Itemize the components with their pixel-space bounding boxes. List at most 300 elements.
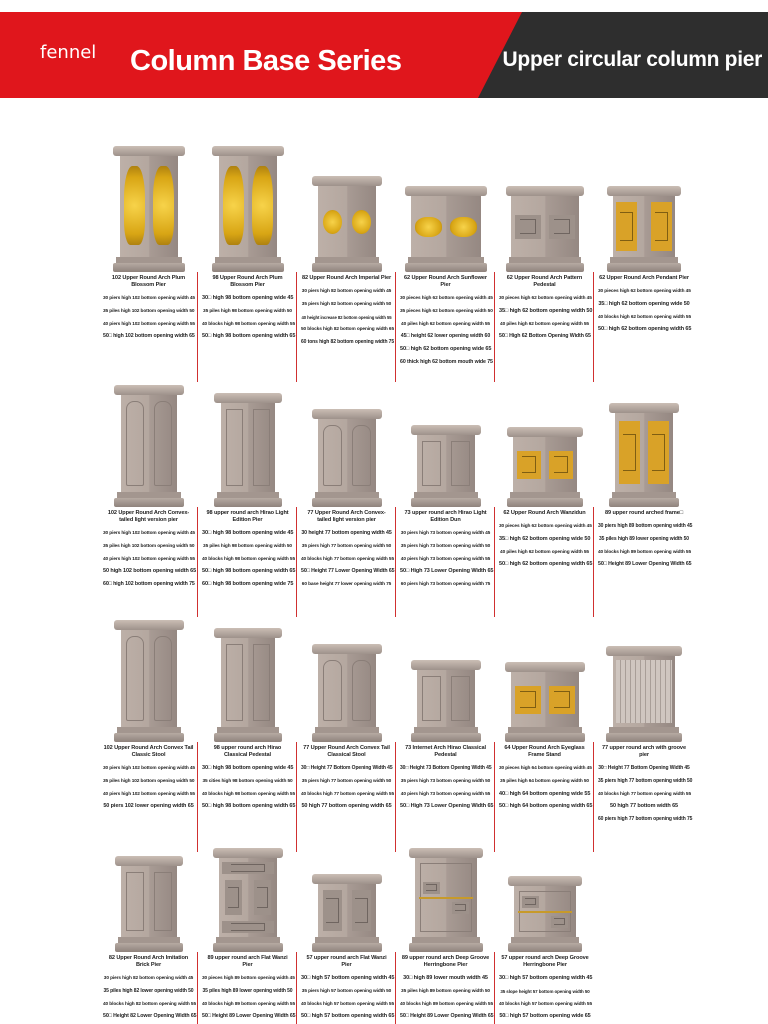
spec-line: 40 blocks high 57 bottom opening width 55 xyxy=(301,1001,395,1007)
pier-base xyxy=(607,263,681,272)
fret-pattern-ornament xyxy=(254,880,271,915)
product-card[interactable] xyxy=(496,610,594,852)
spec-line: 50□ high 98 bottom opening width 65 xyxy=(202,568,296,575)
gold-fret-ornament xyxy=(515,686,541,714)
recessed-panel xyxy=(352,660,371,721)
spec-line: 35 piers high 57 bottom opening width 50 xyxy=(301,988,392,994)
page-subtitle: Upper circular column pier xyxy=(502,48,762,71)
product-image[interactable] xyxy=(100,610,198,742)
gold-flower-ornament xyxy=(223,166,244,245)
pier-cap xyxy=(214,393,282,403)
spec-line: 50□ high 98 bottom opening width 65 xyxy=(202,803,296,810)
pier-base xyxy=(114,733,184,742)
pier-illustration xyxy=(606,646,682,742)
product-caption xyxy=(595,507,693,617)
product-card[interactable] xyxy=(100,820,198,1024)
spec-line: 30 height 77 bottom opening width 45 xyxy=(301,530,392,536)
spec-line: 30□ high 89 lower mouth width 45 xyxy=(403,975,488,981)
spec-line: 60 thick high 62 bottom mouth wide 75 xyxy=(400,358,493,365)
product-card[interactable] xyxy=(100,140,198,382)
pier-illustration xyxy=(114,385,184,507)
pier-cap xyxy=(114,385,184,395)
spec-line: 30□ high 57 bottom opening width 45 xyxy=(499,975,593,981)
spec-line: 30 pieces high 62 bottom opening width 45 xyxy=(499,524,592,529)
fret-pattern-ornament xyxy=(352,890,371,931)
pier-illustration xyxy=(312,644,382,742)
product-name: 64 Upper Round Arch Eyeglass Frame Stand xyxy=(504,745,585,758)
pier-body xyxy=(121,866,177,937)
pier-base xyxy=(507,498,583,507)
fret-pattern-ornament xyxy=(423,882,440,894)
gold-frame-ornament xyxy=(648,421,669,484)
fret-pattern-ornament xyxy=(323,890,342,931)
product-image[interactable] xyxy=(595,375,693,507)
product-row xyxy=(100,140,696,382)
pier-cap xyxy=(606,646,682,656)
product-name: 62 Upper Round Arch Sunflower Pier xyxy=(404,275,487,288)
spec-line: 35 piles high 102 bottom opening width 50 xyxy=(103,778,195,784)
product-image[interactable] xyxy=(397,820,495,952)
pier-body xyxy=(221,403,275,492)
product-name: 98 upper round arch Hirao Light Edition Pier xyxy=(206,510,289,523)
recessed-panel xyxy=(226,644,243,721)
spec-line: 35□ high 62 bottom opening wide 50 xyxy=(499,535,591,542)
spec-line: 40 blocks high 89 bottom opening width 55 xyxy=(400,1001,494,1007)
product-row xyxy=(100,610,696,852)
pier-base xyxy=(409,943,483,952)
spec-line: 40 piles high 62 bottom opening width 55 xyxy=(500,549,589,555)
pier-cap xyxy=(312,874,382,884)
pier-cap xyxy=(213,848,283,858)
recessed-panel xyxy=(154,636,172,721)
spec-line: 50 high 77 bottom opening width 65 xyxy=(301,803,392,810)
spec-line: 30□ high 98 bottom opening wide 45 xyxy=(202,765,294,771)
spec-line: 35 piles high 89 lower opening width 50 xyxy=(598,535,689,542)
pier-base xyxy=(214,733,282,742)
product-image[interactable] xyxy=(298,820,396,952)
gold-groove-band xyxy=(419,897,473,899)
spec-line: 50 piers 102 lower opening width 65 xyxy=(103,803,194,810)
product-card[interactable] xyxy=(199,820,297,1024)
pier-base xyxy=(508,943,582,952)
pier-illustration xyxy=(607,186,681,272)
spec-line: 40 blocks high 77 bottom opening width 55 xyxy=(598,791,692,797)
product-row xyxy=(100,820,696,1024)
pier-cap xyxy=(508,876,582,886)
recessed-panel xyxy=(352,425,371,486)
pier-cap xyxy=(114,620,184,630)
pier-cap xyxy=(312,176,382,186)
spec-line: 40 piers high 102 bottom opening width 55 xyxy=(103,556,195,562)
pier-illustration xyxy=(214,628,282,742)
product-card[interactable] xyxy=(397,820,495,1024)
spec-line: 40 blocks high 98 bottom opening width 55 xyxy=(202,791,296,797)
spec-line: 50□ high 62 bottom opening wide 65 xyxy=(400,346,492,353)
spec-line: 40 piers high 102 bottom opening width 55 xyxy=(103,321,195,327)
product-image[interactable] xyxy=(199,140,297,272)
spec-line: 50□ high 62 bottom opening width 65 xyxy=(499,561,593,568)
pier-body xyxy=(411,196,481,257)
product-card[interactable] xyxy=(595,140,693,382)
product-image[interactable] xyxy=(496,820,594,952)
pier-body xyxy=(513,437,577,492)
spec-line: 40 blocks high 98 bottom opening width 55 xyxy=(202,556,296,562)
product-name: 98 Upper Round Arch Plum Blossom Pier xyxy=(212,275,283,288)
product-card[interactable] xyxy=(100,610,198,852)
product-image[interactable] xyxy=(199,375,297,507)
gold-flower-ornament xyxy=(153,166,174,245)
pier-base xyxy=(506,263,584,272)
spec-line: 50□ High 73 Lower Opening Width 65 xyxy=(400,803,494,810)
pier-illustration xyxy=(409,848,483,952)
pier-illustration xyxy=(507,427,583,507)
product-caption xyxy=(298,507,396,617)
spec-line: 35 slope height 57 bottom opening width 50 xyxy=(500,988,590,994)
spec-line: 35 piles high 98 bottom opening width 50 xyxy=(203,543,292,549)
spec-line: 40 blocks high 77 bottom opening width 55 xyxy=(301,791,395,797)
product-caption xyxy=(100,507,198,617)
product-image[interactable] xyxy=(496,375,594,507)
spec-line: 35□ high 62 bottom opening width 50 xyxy=(499,307,593,314)
product-card[interactable] xyxy=(397,610,495,852)
product-name: 82 Upper Round Arch Imitation Brick Pier xyxy=(108,955,189,968)
spec-line: 30 pieces high 64 bottom opening width 45 xyxy=(499,766,592,771)
pier-body xyxy=(219,858,277,937)
product-name: 102 Upper Round Arch Plum Blossom Pier xyxy=(111,275,186,288)
pier-body xyxy=(219,156,277,257)
pier-illustration xyxy=(212,146,284,272)
spec-line: 30□ Height 77 Bottom Opening Width 45 xyxy=(301,765,393,771)
product-caption xyxy=(397,952,495,1024)
spec-line: 50□ High 62 Bottom Opening Width 65 xyxy=(499,333,591,340)
recessed-panel xyxy=(422,441,441,486)
recessed-panel xyxy=(323,425,342,486)
gold-fret-ornament xyxy=(549,686,575,714)
pier-body xyxy=(417,435,475,492)
product-name: 77 Upper Round Arch Convex-tailed light version pier xyxy=(307,510,386,523)
pier-base xyxy=(609,498,679,507)
pier-cap xyxy=(405,186,487,196)
recessed-panel xyxy=(451,676,470,721)
product-caption xyxy=(397,272,495,382)
spec-line: 40 height increase 82 bottom opening width 55 xyxy=(301,314,392,320)
spec-line: 40 piers high 73 bottom opening width 55 xyxy=(400,556,491,562)
product-caption xyxy=(100,272,198,382)
product-name: 89 upper round arch Deep Groove Herringbone Pier xyxy=(401,955,490,968)
pier-illustration xyxy=(609,403,679,507)
spec-line: 40 blocks high 57 bottom opening width 55 xyxy=(499,1001,593,1007)
product-name: 82 Upper Round Arch Imperial Pier xyxy=(301,275,392,281)
pier-illustration xyxy=(113,146,185,272)
product-image[interactable] xyxy=(199,610,297,742)
pier-base xyxy=(114,498,184,507)
recessed-panel xyxy=(126,401,144,486)
product-name: 62 Upper Round Arch Pendant Pier xyxy=(599,275,689,281)
pier-base xyxy=(606,733,682,742)
pier-body xyxy=(615,413,673,492)
spec-line: 45□ height 62 lower opening width 60 xyxy=(400,333,491,340)
pier-cap xyxy=(609,403,679,413)
spec-line: 40 piers high 102 bottom opening width 55 xyxy=(103,791,195,797)
pier-cap xyxy=(312,409,382,419)
spec-line: 35□ high 62 bottom opening wide 50 xyxy=(598,300,690,307)
pier-base xyxy=(405,263,487,272)
pier-illustration xyxy=(114,620,184,742)
spec-line: 35 piles high 102 bottom opening width 50 xyxy=(103,308,195,314)
gold-sunflower-ornament xyxy=(415,217,442,237)
product-card[interactable] xyxy=(100,375,198,617)
spec-line: 40 blocks high 82 bottom opening width 55 xyxy=(103,1001,197,1007)
product-image[interactable] xyxy=(595,610,693,742)
spec-line: 40□ high 64 bottom opening wide 55 xyxy=(499,790,591,797)
pier-base xyxy=(214,498,282,507)
pier-body xyxy=(318,884,376,937)
pier-cap xyxy=(411,660,481,670)
gold-fret-ornament xyxy=(517,451,541,479)
fret-pattern-ornament xyxy=(522,896,539,908)
spec-line: 30 piers high 82 bottom opening width 45 xyxy=(103,976,194,981)
pier-body xyxy=(121,395,177,492)
product-name: 62 Upper Round Arch Pattern Pedestal xyxy=(506,275,583,288)
spec-line: 35 piers high 77 bottom opening width 50 xyxy=(598,777,693,784)
gold-sunflower-ornament xyxy=(450,217,477,237)
spec-line: 35 pieces high 62 bottom opening width 50 xyxy=(400,308,493,314)
spec-line: 50 high 77 bottom width 65 xyxy=(610,803,678,810)
spec-line: 60□ high 98 bottom opening wide 75 xyxy=(202,581,294,588)
spec-line: 40 blocks high 89 bottom opening width 55 xyxy=(598,549,692,555)
spec-line: 35 piles high 89 bottom opening width 50 xyxy=(401,988,490,994)
fret-pattern-ornament xyxy=(515,215,541,239)
gold-fret-ornament xyxy=(549,451,573,479)
product-card[interactable] xyxy=(397,140,495,382)
spec-line: 50□ Height 89 Lower Opening Width 65 xyxy=(400,1013,494,1020)
pier-cap xyxy=(115,856,183,866)
recessed-panel xyxy=(126,872,144,931)
product-row xyxy=(100,375,696,617)
pier-body xyxy=(415,858,477,937)
pier-base xyxy=(411,733,481,742)
spec-line: 40 blocks high 62 bottom opening width 55 xyxy=(598,314,692,320)
gold-flower-ornament xyxy=(252,166,273,245)
pier-illustration xyxy=(505,662,585,742)
product-image[interactable] xyxy=(100,820,198,952)
fret-band-ornament xyxy=(222,921,274,933)
spec-line: 30 piers high 102 bottom opening width 45 xyxy=(103,296,195,301)
pier-body xyxy=(511,672,579,727)
pier-illustration xyxy=(312,409,382,507)
spec-line: 40 piles high 62 bottom opening width 55 xyxy=(401,321,490,327)
spec-line: 50□ high 57 bottom opening wide 65 xyxy=(499,1013,591,1020)
product-name: 89 upper round arch Flat Wanzi Pier xyxy=(207,955,288,968)
gold-rosette-ornament xyxy=(352,210,371,234)
product-image[interactable] xyxy=(298,375,396,507)
spec-line: 50□ high 57 bottom opening width 65 xyxy=(301,1013,395,1020)
spec-line: 30 pieces high 62 bottom opening width 45 xyxy=(499,296,592,301)
product-name: 73 upper round arch Hirao Light Edition Dun xyxy=(404,510,487,523)
product-image[interactable] xyxy=(595,140,693,272)
product-caption xyxy=(298,272,396,382)
pier-cap xyxy=(312,644,382,654)
spec-line: 60 piers high 73 bottom opening width 75 xyxy=(400,582,491,588)
spec-line: 35 piers high 73 bottom opening width 50 xyxy=(400,778,491,784)
pier-base xyxy=(312,498,382,507)
product-card[interactable] xyxy=(199,610,297,852)
gold-rosette-ornament xyxy=(323,210,342,234)
pier-base xyxy=(212,263,284,272)
pier-illustration xyxy=(411,660,481,742)
product-image[interactable] xyxy=(496,610,594,742)
spec-line: 30 pieces high 62 bottom opening width 45 xyxy=(400,296,493,301)
product-card[interactable] xyxy=(397,375,495,617)
pier-cap xyxy=(411,425,481,435)
pier-body xyxy=(417,670,475,727)
pier-body xyxy=(318,654,376,727)
pier-base xyxy=(113,263,185,272)
spec-line: 35 piers high 77 bottom opening width 50 xyxy=(301,778,392,784)
spec-line: 35 piles high 82 lower opening width 50 xyxy=(103,987,194,994)
spec-line: 40 blocks high 98 bottom opening width 55 xyxy=(202,321,296,327)
pier-base xyxy=(312,733,382,742)
pier-body xyxy=(318,186,376,257)
spec-line: 35 piles high 89 lower opening width 50 xyxy=(202,987,293,994)
spec-line: 30□ Height 73 Bottom Opening Width 45 xyxy=(400,765,492,771)
spec-line: 60 tons high 82 bottom opening width 75 xyxy=(301,339,395,346)
spec-line: 30 piers high 82 bottom opening width 45 xyxy=(301,289,392,294)
gold-fret-ornament xyxy=(651,202,672,251)
product-image[interactable] xyxy=(298,610,396,742)
fret-pattern-ornament xyxy=(452,902,469,914)
spec-line: 35 piles high 98 bottom opening width 50 xyxy=(203,308,292,314)
product-caption xyxy=(298,952,396,1024)
spec-line: 35 cities high 98 bottom opening width 50 xyxy=(202,778,293,784)
spec-line: 60 base height 77 lower opening width 75 xyxy=(301,582,392,588)
header-banner xyxy=(0,12,768,98)
pier-illustration xyxy=(411,425,481,507)
recessed-panel xyxy=(154,401,172,486)
pier-cap xyxy=(113,146,185,156)
gold-groove-band xyxy=(518,911,572,913)
product-caption xyxy=(496,952,594,1024)
pier-cap xyxy=(212,146,284,156)
product-image[interactable] xyxy=(397,610,495,742)
spec-line: 30 pieces high 62 bottom opening width 45 xyxy=(598,289,691,294)
recessed-panel xyxy=(253,409,270,486)
product-image[interactable] xyxy=(397,140,495,272)
pier-base xyxy=(312,943,382,952)
product-card[interactable] xyxy=(298,820,396,1024)
spec-line: 30 piers high 73 bottom opening width 45 xyxy=(400,531,491,536)
spec-line: 30 piers high 102 bottom opening width 45 xyxy=(103,766,195,771)
product-name: 77 Upper Round Arch Convex Tail Classical Stool xyxy=(303,745,390,758)
fluted-grooves xyxy=(616,660,672,723)
product-name: 73 Internet Arch Hirao Classical Pedestal xyxy=(405,745,486,758)
fret-pattern-ornament xyxy=(549,215,575,239)
pier-illustration xyxy=(508,876,582,952)
product-card[interactable] xyxy=(298,140,396,382)
page-title: Column Base Series xyxy=(130,45,402,77)
spec-line: 30□ high 57 bottom opening width 45 xyxy=(301,975,395,981)
product-caption xyxy=(199,507,297,617)
spec-line: 35 piers high 82 bottom opening width 50 xyxy=(301,301,392,307)
product-name: 62 Upper Round Arch Wanzidun xyxy=(503,510,586,516)
pier-cap xyxy=(607,186,681,196)
product-card[interactable] xyxy=(496,375,594,617)
pier-base xyxy=(115,943,183,952)
product-caption xyxy=(100,952,198,1024)
spec-line: 50□ High 73 Lower Opening Width 65 xyxy=(400,568,494,575)
spec-line: 60□ high 102 bottom opening width 75 xyxy=(103,581,195,588)
spec-line: 50□ high 64 bottom opening width 65 xyxy=(499,803,593,810)
product-card[interactable] xyxy=(199,140,297,382)
spec-line: 50□ high 98 bottom opening width 65 xyxy=(202,333,296,340)
product-name: 57 upper round arch Deep Groove Herringbone Pier xyxy=(501,955,589,968)
product-card[interactable] xyxy=(496,140,594,382)
product-card[interactable] xyxy=(199,375,297,617)
recessed-panel xyxy=(226,409,243,486)
spec-line: 50□ Height 89 Lower Opening Width 65 xyxy=(598,561,692,568)
spec-line: 30□ high 98 bottom opening wide 45 xyxy=(202,530,294,536)
product-image[interactable] xyxy=(100,140,198,272)
product-name: 98 upper round arch Hirao Classical Pedestal xyxy=(213,745,282,758)
product-card[interactable] xyxy=(496,820,594,1024)
product-card[interactable] xyxy=(298,610,396,852)
spec-line: 40 blocks high 89 bottom opening width 55 xyxy=(202,1001,296,1007)
pier-illustration xyxy=(214,393,282,507)
product-name: 102 Upper Round Arch Convex-tailed light version pier xyxy=(107,510,190,523)
fret-pattern-ornament xyxy=(551,916,568,928)
pier-illustration xyxy=(115,856,183,952)
product-caption xyxy=(397,507,495,617)
spec-line: 30□ high 98 bottom opening wide 45 xyxy=(202,295,294,301)
spec-line: 50 blocks high 82 bottom opening width 65 xyxy=(301,327,395,333)
product-image[interactable] xyxy=(298,140,396,272)
pier-illustration xyxy=(213,848,283,952)
pier-body xyxy=(511,196,579,257)
product-name: 89 upper round arched frame□ xyxy=(605,510,683,516)
recessed-panel xyxy=(323,660,342,721)
pier-base xyxy=(411,498,481,507)
spec-line: 40 piles high 62 bottom opening width 55 xyxy=(500,321,589,327)
brand-name: fennel xyxy=(40,42,97,63)
pier-base xyxy=(213,943,283,952)
fret-band-ornament xyxy=(222,862,274,874)
spec-line: 50 high 102 bottom opening width 65 xyxy=(103,568,197,575)
spec-line: 50□ Height 82 Lower Opening Width 65 xyxy=(103,1013,197,1020)
pier-cap xyxy=(409,848,483,858)
spec-line: 30□ Height 77 Bottom Opening Width 45 xyxy=(598,765,690,771)
fret-pattern-ornament xyxy=(225,880,242,915)
product-image[interactable] xyxy=(199,820,297,952)
product-image[interactable] xyxy=(397,375,495,507)
product-image[interactable] xyxy=(100,375,198,507)
gold-frame-ornament xyxy=(619,421,640,484)
spec-line: 35 piers high 73 bottom opening width 50 xyxy=(400,543,491,549)
spec-line: 40 piers high 73 bottom opening width 55 xyxy=(400,791,491,797)
product-image[interactable] xyxy=(496,140,594,272)
product-card[interactable] xyxy=(595,375,693,617)
pier-base xyxy=(312,263,382,272)
product-card[interactable] xyxy=(595,610,693,852)
recessed-panel xyxy=(451,441,470,486)
spec-line: 50□ Height 89 Lower Opening Width 65 xyxy=(202,1013,296,1020)
pier-cap xyxy=(507,427,583,437)
product-card[interactable] xyxy=(298,375,396,617)
product-name: 77 upper round arch with groove pier xyxy=(602,745,686,758)
recessed-panel xyxy=(422,676,441,721)
product-caption xyxy=(199,952,297,1024)
pier-base xyxy=(505,733,585,742)
pier-cap xyxy=(214,628,282,638)
